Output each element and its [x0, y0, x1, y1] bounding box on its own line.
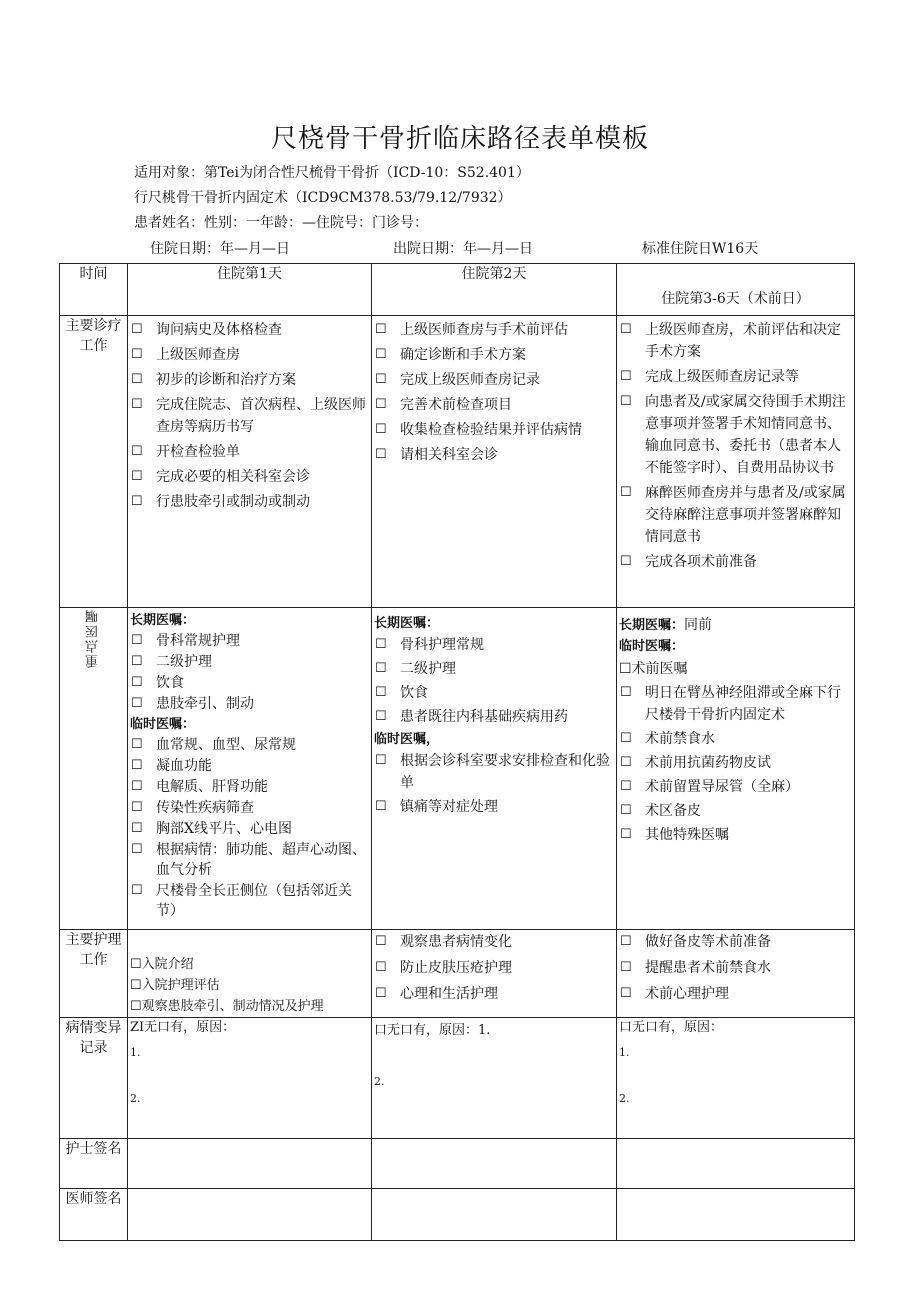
checkbox-icon[interactable]: ☐ — [375, 322, 387, 337]
list-item: ☐ 麻醉医师查房并与患者及/或家属交待麻醉注意事项并签署麻醉知情同意书 — [619, 482, 850, 548]
list-item: ☐ 上级医师查房与手术前评估 — [374, 319, 612, 341]
list-item: ☐ 电解质、肝肾功能 — [131, 779, 268, 795]
variance-day2 — [372, 1018, 617, 1139]
page-title: 尺桡骨干骨折临床路径表单模板 — [270, 124, 649, 154]
list-item: ☐ 提醒患者术前禁食水 — [619, 957, 850, 979]
header-time: 时间 — [60, 264, 128, 316]
checkbox-icon[interactable]: ☐ — [375, 753, 387, 768]
list-item: ☐ 完成各项术前准备 — [619, 551, 850, 573]
checkbox-icon[interactable]: ☐ — [375, 934, 387, 949]
checkbox-icon[interactable]: ☐ — [620, 394, 632, 409]
variance-status[interactable]: 口无口有，原因： — [619, 1020, 724, 1035]
list-item: ☐ 凝血功能 — [131, 758, 212, 774]
list-item: ☐ 血常规、血型、尿常规 — [131, 737, 296, 753]
main-work-day3 — [617, 316, 855, 608]
doctor-sign-label: 医师签名 — [60, 1189, 128, 1241]
nursing-item[interactable]: ☐观察患肢牵引、制动情况及护理 — [130, 999, 324, 1014]
list-item: ☐ 行患肢牵引或制动或制动 — [130, 491, 367, 513]
orders-day1 — [128, 608, 372, 930]
checkbox-icon[interactable]: ☐ — [375, 986, 387, 1001]
main-work-day1 — [128, 316, 372, 608]
checkbox-icon[interactable]: ☐ — [131, 779, 143, 794]
orders-day3 — [617, 608, 855, 930]
list-item: ☐ 做好备皮等术前准备 — [619, 931, 850, 953]
list-item: ☐ 饮食 — [131, 675, 184, 691]
long-term-orders-title: 长期医嘱： — [619, 618, 685, 633]
applicable-object: 适用对象：第Tei为闭合性尺梳骨干骨折（ICD-10：S52.401） — [134, 165, 530, 181]
standard-stay: 标准住院日W16天 — [642, 241, 759, 257]
checkbox-icon[interactable]: ☐ — [131, 800, 143, 815]
list-item: ☐ 术区备皮 — [619, 800, 850, 822]
checkbox-icon[interactable]: ☐ — [375, 799, 387, 814]
doctor-sign-day2[interactable] — [372, 1189, 617, 1241]
checkbox-icon[interactable]: ☐ — [375, 372, 387, 387]
procedure-line: 行尺桃骨干骨折内固定术（ICD9CM378.53/79.12/7932） — [134, 190, 512, 206]
list-item: ☐ 术前心理护理 — [619, 983, 850, 1005]
nursing-item[interactable]: ☐入院护理评估 — [130, 978, 220, 993]
checkbox-icon[interactable]: ☐ — [131, 494, 143, 509]
list-item: ☐ 完成上级医师查房记录 — [374, 369, 612, 391]
checkbox-icon[interactable]: ☐ — [620, 755, 632, 770]
list-item: ☐ 明日在臂丛神经阻滞或全麻下行尺楼骨干骨折内固定术 — [619, 682, 850, 726]
checkbox-icon[interactable]: ☐ — [620, 322, 632, 337]
checkbox-icon[interactable]: ☐ — [131, 633, 143, 648]
nursing-day1 — [128, 930, 372, 1018]
main-work-label: 主要诊疗工作 — [60, 316, 128, 608]
list-item: ☐ 向患者及/或家属交待围手术期注意事项并签署手术知情同意书、输血同意书、委托书（患者本人不能签字时）、自费用品协议书 — [619, 391, 850, 479]
variance-reason-1: 1. — [619, 1046, 630, 1059]
main-work-day2 — [372, 316, 617, 608]
temporary-orders-title: 临时医嘱： — [619, 639, 685, 654]
variance-reason-2: 2. — [130, 1092, 141, 1105]
doctor-sign-day3[interactable] — [617, 1189, 855, 1241]
orders-row — [60, 608, 855, 930]
list-item: ☐ 患者既往内科基础疾病用药 — [374, 706, 612, 728]
checkbox-icon[interactable]: ☐ — [375, 661, 387, 676]
list-item: ☐ 术前禁食水 — [619, 728, 850, 750]
header-day3: 住院第3-6天（术前日） — [617, 264, 855, 316]
discharge-date: 出院日期：年—月—日 — [393, 241, 533, 257]
temporary-orders-title: 临时医嘱： — [130, 717, 196, 732]
checkbox-icon[interactable]: ☐ — [131, 444, 143, 459]
variance-status[interactable]: ZI无口有，原因： — [130, 1020, 236, 1035]
checkbox-icon[interactable]: ☐ — [131, 821, 143, 836]
list-item: ☐ 根据会诊科室要求安排检查和化验单 — [374, 750, 612, 794]
list-item: ☐ 上级医师查房，术前评估和决定手术方案 — [619, 319, 850, 363]
checkbox-icon[interactable]: ☐ — [375, 447, 387, 462]
checkbox-icon[interactable]: ☐ — [131, 347, 143, 362]
checkbox-icon[interactable]: ☐ — [620, 685, 632, 700]
list-item: ☐ 收集检查检验结果并评估病情 — [374, 419, 612, 441]
list-item: ☐ 尺楼骨全长正侧位（包括邻近关节） — [131, 883, 352, 919]
nurse-sign-row — [60, 1139, 855, 1189]
checkbox-icon[interactable]: ☐ — [620, 803, 632, 818]
checkbox-icon[interactable]: ☐ — [375, 960, 387, 975]
checkbox-icon[interactable]: ☐ — [620, 827, 632, 842]
checkbox-icon[interactable]: ☐ — [131, 842, 143, 857]
checkbox-icon[interactable]: ☐ — [375, 422, 387, 437]
long-term-orders-line — [619, 614, 850, 636]
nursing-label: 主要护理工作 — [60, 930, 128, 1018]
list-item: ☐ 完成住院志、首次病程、上级医师查房等病历书写 — [130, 394, 367, 438]
orders-day2 — [372, 608, 617, 930]
list-item: ☐ 传染性疾病筛查 — [131, 800, 254, 816]
list-item: ☐ 防止皮肤压疮护理 — [374, 957, 612, 979]
list-item: ☐ 完善术前检查项目 — [374, 394, 612, 416]
variance-day3 — [617, 1018, 855, 1139]
checkbox-icon[interactable]: ☐ — [620, 960, 632, 975]
checkbox-icon[interactable]: ☐ — [131, 654, 143, 669]
header-day1: 住院第1天 — [128, 264, 372, 316]
orders-label: 重点医嘱 — [60, 608, 128, 930]
variance-row — [60, 1018, 855, 1139]
checkbox-icon[interactable]: ☐ — [375, 685, 387, 700]
nursing-item[interactable]: ☐入院介绍 — [130, 957, 194, 972]
patient-info-line: 患者姓名：性别：一年龄：—住院号：门诊号： — [134, 215, 428, 231]
list-item: ☐ 二级护理 — [374, 658, 612, 680]
header-day2: 住院第2天 — [372, 264, 617, 316]
variance-reason-2: 2. — [619, 1092, 630, 1105]
checkbox-icon[interactable]: ☐ — [131, 883, 143, 898]
checkbox-icon[interactable]: ☐ — [375, 347, 387, 362]
header-row — [60, 264, 855, 316]
checkbox-icon[interactable]: ☐ — [131, 758, 143, 773]
checkbox-icon[interactable]: ☐ — [375, 709, 387, 724]
checkbox-icon[interactable]: ☐ — [620, 986, 632, 1001]
admission-date: 住院日期：年—月—日 — [150, 241, 290, 257]
list-item: ☐ 确定诊断和手术方案 — [374, 344, 612, 366]
list-item: ☐ 患肢牵引、制动 — [131, 696, 254, 712]
list-item: ☐ 请相关科室会诊 — [374, 444, 612, 466]
checkbox-icon[interactable]: ☐ — [620, 485, 632, 500]
temporary-orders-title: 临时医嘱， — [374, 732, 440, 747]
variance-reason-1: 1. — [130, 1046, 141, 1059]
checkbox-icon[interactable]: ☐ — [620, 554, 632, 569]
checkbox-icon[interactable]: ☐ — [131, 397, 143, 412]
nurse-sign-day1[interactable] — [128, 1139, 372, 1189]
long-term-orders-title: 长期医嘱： — [130, 613, 196, 628]
list-item: ☐ 术前用抗菌药物皮试 — [619, 752, 850, 774]
list-item: ☐ 骨科护理常规 — [374, 634, 612, 656]
variance-status[interactable]: 口无口有，原因：1. — [374, 1023, 491, 1038]
nursing-day3 — [617, 930, 855, 1018]
nurse-sign-day3[interactable] — [617, 1139, 855, 1189]
checkbox-icon[interactable]: ☐ — [131, 372, 143, 387]
doctor-sign-day1[interactable] — [128, 1189, 372, 1241]
list-item: ☐ 饮食 — [374, 682, 612, 704]
long-term-orders-value: 同前 — [684, 617, 713, 633]
nursing-row — [60, 930, 855, 1018]
list-item: ☐ 完成上级医师查房记录等 — [619, 366, 850, 388]
checkbox-icon[interactable]: ☐ — [131, 322, 143, 337]
checkbox-icon[interactable]: ☐ — [131, 469, 143, 484]
list-item: ☐ 完成必要的相关科室会诊 — [130, 466, 367, 488]
checkbox-icon[interactable]: ☐ — [131, 675, 143, 690]
checkbox-icon[interactable]: ☐ — [620, 934, 632, 949]
list-item: ☐ 其他特殊医嘱 — [619, 824, 850, 846]
list-item: ☐ 骨科常规护理 — [131, 633, 240, 649]
main-work-row — [60, 316, 855, 608]
nurse-sign-label: 护士签名 — [60, 1139, 128, 1189]
variance-reason-2: 2. — [374, 1075, 385, 1088]
checkbox-icon[interactable]: ☐ — [620, 779, 632, 794]
doctor-sign-row — [60, 1189, 855, 1241]
list-item: ☐ 上级医师查房 — [130, 344, 367, 366]
nurse-sign-day2[interactable] — [372, 1139, 617, 1189]
list-item: ☐ 胸部X线平片、心电图 — [131, 821, 292, 837]
nursing-day2 — [372, 930, 617, 1018]
checkbox-icon[interactable]: ☐ — [375, 397, 387, 412]
long-term-orders-title: 长期医嘱： — [374, 616, 440, 631]
checkbox-icon[interactable]: ☐ — [620, 369, 632, 384]
checkbox-icon[interactable]: ☐ — [620, 731, 632, 746]
list-item: ☐ 初步的诊断和治疗方案 — [130, 369, 367, 391]
variance-day1 — [128, 1018, 372, 1139]
list-item: ☐ 镇痛等对症处理 — [374, 796, 612, 818]
clinical-path-table — [59, 263, 855, 1241]
list-item: ☐ 二级护理 — [131, 654, 212, 670]
list-item: ☐ 观察患者病情变化 — [374, 931, 612, 953]
variance-label: 病情变异记录 — [60, 1018, 128, 1139]
checkbox-icon[interactable]: ☐ — [375, 637, 387, 652]
list-item: ☐ 开检查检验单 — [130, 441, 367, 463]
list-item: ☐ 询问病史及体格检查 — [130, 319, 367, 341]
list-item: ☐ 根据病情：肺功能、超声心动图、血气分析 — [131, 842, 366, 878]
list-item: ☐ 心理和生活护理 — [374, 983, 612, 1005]
list-item: ☐ 术前留置导尿管（全麻） — [619, 776, 850, 798]
checkbox-icon[interactable]: ☐ — [131, 737, 143, 752]
checkbox-icon[interactable]: ☐ — [131, 696, 143, 711]
pre-op-orders-item[interactable]: ☐术前医嘱 — [619, 661, 688, 677]
